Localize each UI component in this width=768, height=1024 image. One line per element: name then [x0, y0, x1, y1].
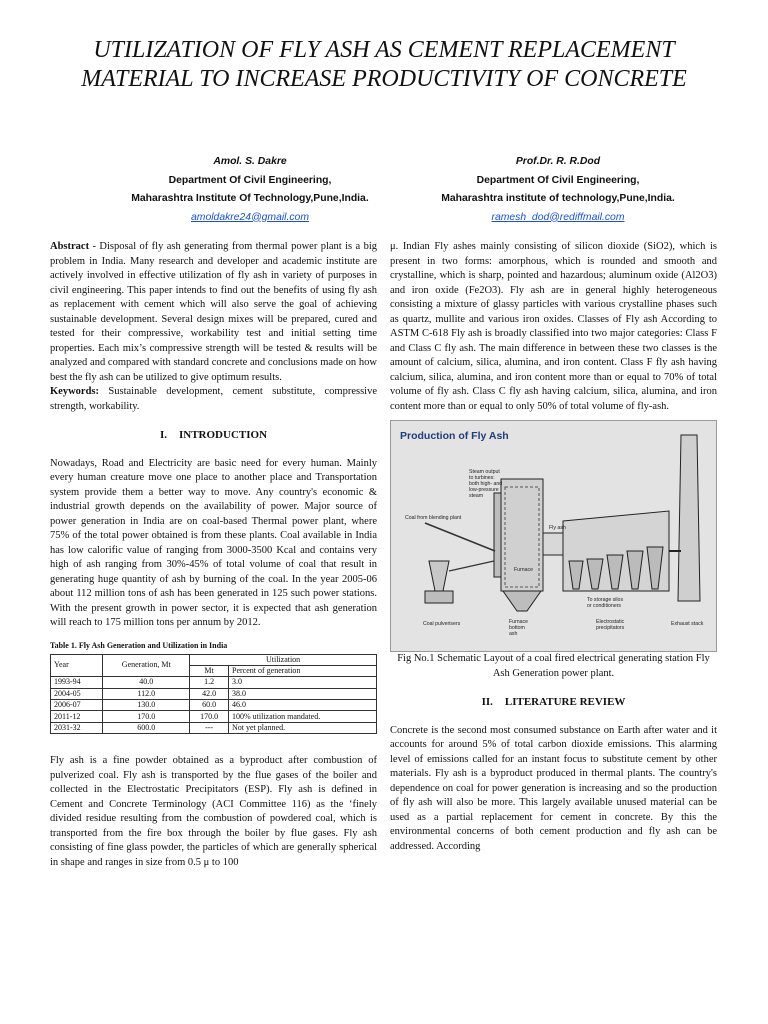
table-cell: 46.0 [229, 700, 377, 711]
table-cell: 170.0 [103, 711, 190, 722]
abstract [50, 240, 377, 385]
intro-paragraph-1: Nowadays, Road and Electricity are basic need for every human. Mainly every human creature move one place to another place and Transportation system provide them a better way to move. Any country's economic & industrial growth depends on the availability of power. Major source of power generation in India are on coal-based Thermal power plant, where 75% of the total power obtained is from these plants. Coal available in India has low calorific value of ranging from 3000-3500 Kcal and contains very high of ash ranging from 30%-45% of total volume of coal that result in generating huge quantity of ash by burning of the coal. In the year 2005-06 about 112 million tons of ash has been generated in 125 such power stations. With the present growth in power sector, it is expected that ash generation will reach to 175 million tons per annum by 2012. [50, 457, 377, 628]
flue-duct-shape [543, 533, 563, 555]
intro-paragraph-2: Fly ash is a fine powder obtained as a byproduct after combustion of pulverized coal. Fly ash is transported by the flue gases of the boiler and collected in the Electrostatic Precipitators (ESP). Fly ash is defined in Cement and Concrete Terminology (ACI Committee 116) as the ‘finely divided residue resulting from the combustion of powdered coal, which is transported from the fire box through the boiler by flue gases. Fly ash consisting of fine glass powder, the particles of which are generally spherical in shape and ranges in size from 0.5 μ to 100 [50, 755, 377, 868]
table-cell: 38.0 [229, 688, 377, 699]
keywords [50, 385, 377, 414]
author-institute: Maharashtra Institute Of Technology,Pune,India. [131, 193, 369, 204]
table-cell: 2004-05 [51, 688, 103, 699]
table-header-generation: Generation, Mt [103, 654, 190, 677]
author-block-1 [70, 153, 430, 227]
table-row [51, 700, 377, 711]
abstract-label: Abstract [50, 241, 90, 252]
title-line-2: MATERIAL TO INCREASE PRODUCTIVITY OF CONCRETE [81, 66, 687, 92]
table-cell: 100% utilization mandated. [229, 711, 377, 722]
exhaust-stack-shape [678, 435, 700, 601]
author-email-link[interactable]: amoldakre24@gmail.com [191, 211, 309, 223]
table-cell: 3.0 [229, 677, 377, 688]
figure-title: Production of Fly Ash [400, 430, 509, 442]
figure-caption: Fig No.1 Schematic Layout of a coal fired electrical generating station Fly Ash Generation power plant. [397, 653, 710, 679]
storage-silos-label: To storage silos or conditioners [587, 597, 624, 609]
table-row [51, 711, 377, 722]
table-cell: 42.0 [190, 688, 229, 699]
fly-ash-production-diagram [391, 421, 716, 651]
table-cell: 40.0 [103, 677, 190, 688]
table-cell: 170.0 [190, 711, 229, 722]
steam-output-label: Steam output to turbines: both high- and low-pressure steam [469, 469, 503, 499]
author-name: Prof.Dr. R. R.Dod [515, 156, 601, 167]
literature-paragraph-1: Concrete is the second most consumed substance on Earth after water and it accounts for around 5% of total carbon dioxide emissions. This alarming level of emissions called for an instant focus to substitute cement by other materials. Fly ash is a byproduct produced in thermal plants. The country's dependence on coal for power generation is increasing and so the production of fly ash will also be more. This largely available unused material can be used as a partial replacement for cement in concrete. By this the environmental concerns of both cement production and fly ash can be addressed. According [390, 724, 717, 852]
table-cell: 2006-07 [51, 700, 103, 711]
table-cell: 1993-94 [51, 677, 103, 688]
author-institute: Maharashtra institute of technology,Pune,India. [441, 193, 675, 204]
section-number: I. [159, 429, 167, 441]
precipitators-shape [563, 511, 669, 591]
table-cell: 60.0 [190, 700, 229, 711]
section-number: II. [481, 696, 493, 708]
keywords-text: Sustainable development, cement substitute, compressive strength, workability. [50, 386, 377, 412]
table-header-utilization: Utilization [190, 654, 377, 665]
table-row [51, 688, 377, 699]
table-caption: Table 1. Fly Ash Generation and Utilization in India [50, 640, 228, 650]
fly-ash-label: Fly ash [549, 525, 566, 531]
furnace-bottom-ash-label: Furnace bottom ash [509, 619, 529, 637]
author-block-2 [378, 153, 738, 227]
table-cell: 2031-32 [51, 722, 103, 733]
table-header-mt: Mt [190, 665, 229, 676]
paper-title [70, 36, 698, 94]
right-column [390, 240, 717, 854]
section-title: INTRODUCTION [179, 429, 268, 441]
fly-ash-table [50, 654, 377, 735]
table-row [51, 722, 377, 733]
table-header-percent: Percent of generation [229, 665, 377, 676]
table-cell: 130.0 [103, 700, 190, 711]
author-email-link[interactable]: ramesh_dod@rediffmail.com [491, 211, 625, 223]
coal-from-blending-label: Coal from blending plant [405, 515, 462, 521]
boiler-side-shape [494, 493, 501, 577]
table-cell: Not yet planned. [229, 722, 377, 733]
keywords-label: Keywords: [50, 386, 99, 397]
table-cell: 112.0 [103, 688, 190, 699]
coal-pulverisers-label: Coal pulverisers [423, 621, 461, 627]
table-row [51, 677, 377, 688]
author-name: Amol. S. Dakre [213, 156, 287, 167]
table-cell: --- [190, 722, 229, 733]
furnace-label: Furnace [514, 567, 534, 573]
table-header-year: Year [51, 654, 103, 677]
left-column [50, 240, 377, 870]
section-heading-introduction [50, 428, 377, 443]
fly-ash-composition-paragraph: μ. Indian Fly ashes mainly consisting of silicon dioxide (SiO2), which is present in two forms: amorphous, which is rounded and smooth and crystalline, which is sharp, pointed and hazardous; aluminum oxide (Al2O3) and iron oxide (Fe2O3). Fly ash are in general highly heterogeneous consisting a mixture of glassy particles with various crystalline phases such as quartz, mullite and various iron oxides. Classes of Fly ash According to ASTM C-618 Fly ash is broadly classified into two major categories: Class F and Class C fly ash. The main difference in between these two classes is the amount of calcium, silica, alumina, and iron content. Class F fly ash having calcium, silica, alumina, and iron content more than or equal to 70% of total volume of fly ash. Class C fly ash having calcium, silica, alumina, and iron content more than or equal to only 50% of total volume of fly-ash. [390, 241, 717, 412]
table-cell: 2011-12 [51, 711, 103, 722]
boiler-shape [501, 479, 543, 591]
table-cell: 600.0 [103, 722, 190, 733]
table-cell: 1.2 [190, 677, 229, 688]
section-title: LITERATURE REVIEW [504, 696, 626, 708]
abstract-text: - Disposal of fly ash generating from thermal power plant is a big problem in India. Many research and developer and academic institute are actively involved in effective utilization of fly ash in variety of purposes in civil engineering. This paper intends to find out the benefits of using fly ash as replacement with cement which will also serve the goal of achieving sustainable development. Several design mixes will be prepared, cured and tested for their compressive, workability test and initial setting time properties. Each mix’s compressive strength will be tested & results will be analyzed and compared with standard concrete and conclusions made on how best the fly ash can be utilized to give optimum results. [50, 241, 377, 383]
author-department: Department Of Civil Engineering, [168, 174, 332, 186]
author-department: Department Of Civil Engineering, [476, 174, 640, 186]
coal-pulveriser-base-shape [425, 591, 453, 603]
precipitators-label: Electrostatic precipitators [596, 619, 625, 631]
title-line-1: UTILIZATION OF FLY ASH AS CEMENT REPLACEMENT [93, 37, 675, 63]
exhaust-stack-label: Exhaust stack [671, 621, 704, 627]
section-heading-literature-review [390, 695, 717, 710]
fly-ash-production-figure [390, 420, 717, 652]
